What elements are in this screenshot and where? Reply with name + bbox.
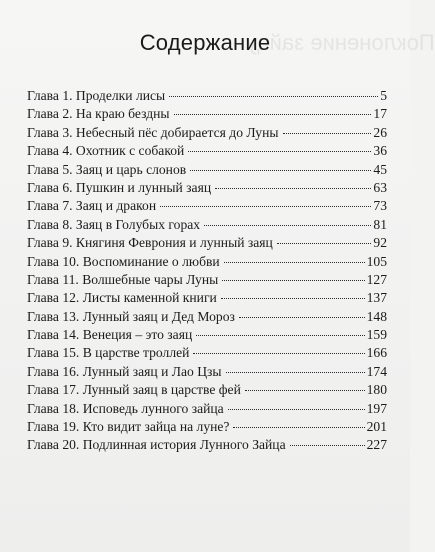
chapter-title: Глава 15. В царстве троллей [27, 345, 190, 361]
chapter-title: Глава 5. Заяц и царь слонов [27, 161, 187, 177]
dot-leader [174, 113, 372, 115]
dot-leader [277, 242, 372, 244]
page-number: 45 [373, 161, 387, 177]
page-number: 137 [366, 290, 387, 306]
toc-entry [27, 436, 387, 454]
page-number: 81 [373, 216, 387, 232]
dot-leader [160, 205, 371, 207]
page-number: 73 [373, 198, 387, 214]
chapter-title: Глава 9. Княгиня Феврония и лунный заяц [27, 235, 273, 251]
chapter-title: Глава 3. Небесный пёс добирается до Луны [27, 124, 279, 140]
toc-entry [27, 381, 387, 399]
dot-leader [233, 426, 364, 428]
page-number: 197 [366, 400, 387, 416]
dot-leader [215, 187, 371, 189]
dot-leader [239, 316, 365, 318]
dot-leader [204, 224, 371, 226]
toc-entry [27, 124, 387, 142]
toc-entry [27, 363, 387, 381]
chapter-title: Глава 2. На краю бездны [27, 106, 170, 122]
page-number: 148 [366, 308, 387, 324]
dot-leader [169, 95, 378, 97]
page-number: 166 [366, 345, 387, 361]
toc-entry [27, 326, 387, 344]
toc-entry [27, 87, 387, 105]
toc-entry [27, 179, 387, 197]
dot-leader [193, 352, 364, 354]
chapter-title: Глава 1. Проделки лисы [27, 88, 166, 103]
toc-entry [27, 344, 387, 362]
page-number: 63 [373, 179, 387, 195]
page-number: 180 [366, 382, 387, 398]
toc-entry [27, 253, 387, 271]
toc-entry [27, 289, 387, 307]
chapter-title: Глава 16. Лунный заяц и Лао Цзы [27, 363, 222, 379]
chapter-title: Глава 6. Пушкин и лунный заяц [27, 179, 212, 195]
dot-leader [245, 389, 365, 391]
chapter-title: Глава 20. Подлинная история Лунного Зайца [27, 437, 286, 453]
chapter-title: Глава 17. Лунный заяц в царстве фей [27, 382, 241, 398]
dot-leader [188, 150, 371, 152]
page-number: 227 [366, 437, 387, 453]
page-number: 127 [366, 271, 387, 287]
toc-entry [27, 418, 387, 436]
dot-leader [283, 132, 372, 134]
toc-entry [27, 197, 387, 215]
toc-entry [27, 142, 387, 160]
chapter-title: Глава 18. Исповедь лунного зайца [27, 400, 224, 416]
dot-leader [190, 169, 371, 171]
toc-entry [27, 400, 387, 418]
dot-leader [226, 371, 365, 373]
chapter-title: Глава 14. Венеция – это заяц [27, 327, 193, 343]
dot-leader [196, 334, 364, 336]
table-of-contents [27, 87, 387, 455]
page-number: 105 [366, 253, 387, 269]
dot-leader [222, 279, 364, 281]
page-number: 36 [373, 143, 387, 159]
toc-entry [27, 161, 387, 179]
bleed-through-text: Поклонение зайцу [246, 30, 435, 55]
chapter-title: Глава 19. Кто видит зайца на луне? [27, 419, 230, 435]
chapter-title: Глава 7. Заяц и дракон [27, 198, 157, 214]
toc-entry [27, 234, 387, 252]
dot-leader [290, 444, 365, 446]
dot-leader [221, 297, 365, 299]
page-number: 174 [366, 363, 387, 379]
dot-leader [228, 408, 365, 410]
chapter-title: Глава 8. Заяц в Голубых горах [27, 216, 201, 232]
toc-entry [27, 271, 387, 289]
page-title: Содержание [139, 30, 271, 55]
chapter-title: Глава 12. Листы каменной книги [27, 290, 217, 306]
toc-entry [27, 216, 387, 234]
toc-entry [27, 308, 387, 326]
chapter-title: Глава 13. Лунный заяц и Дед Мороз [27, 308, 235, 324]
page-number: 159 [366, 327, 387, 343]
chapter-title: Глава 4. Охотник с собакой [27, 143, 185, 159]
page-number: 201 [366, 419, 387, 435]
chapter-title: Глава 10. Воспоминание о любви [27, 253, 220, 269]
page-number: 17 [373, 106, 387, 122]
chapter-title: Глава 11. Волшебные чары Луны [27, 271, 219, 287]
dot-leader [224, 261, 365, 263]
page-number: 26 [373, 124, 387, 140]
page-number: 92 [373, 235, 387, 251]
toc-entry [27, 105, 387, 123]
page-number: 5 [380, 88, 387, 103]
